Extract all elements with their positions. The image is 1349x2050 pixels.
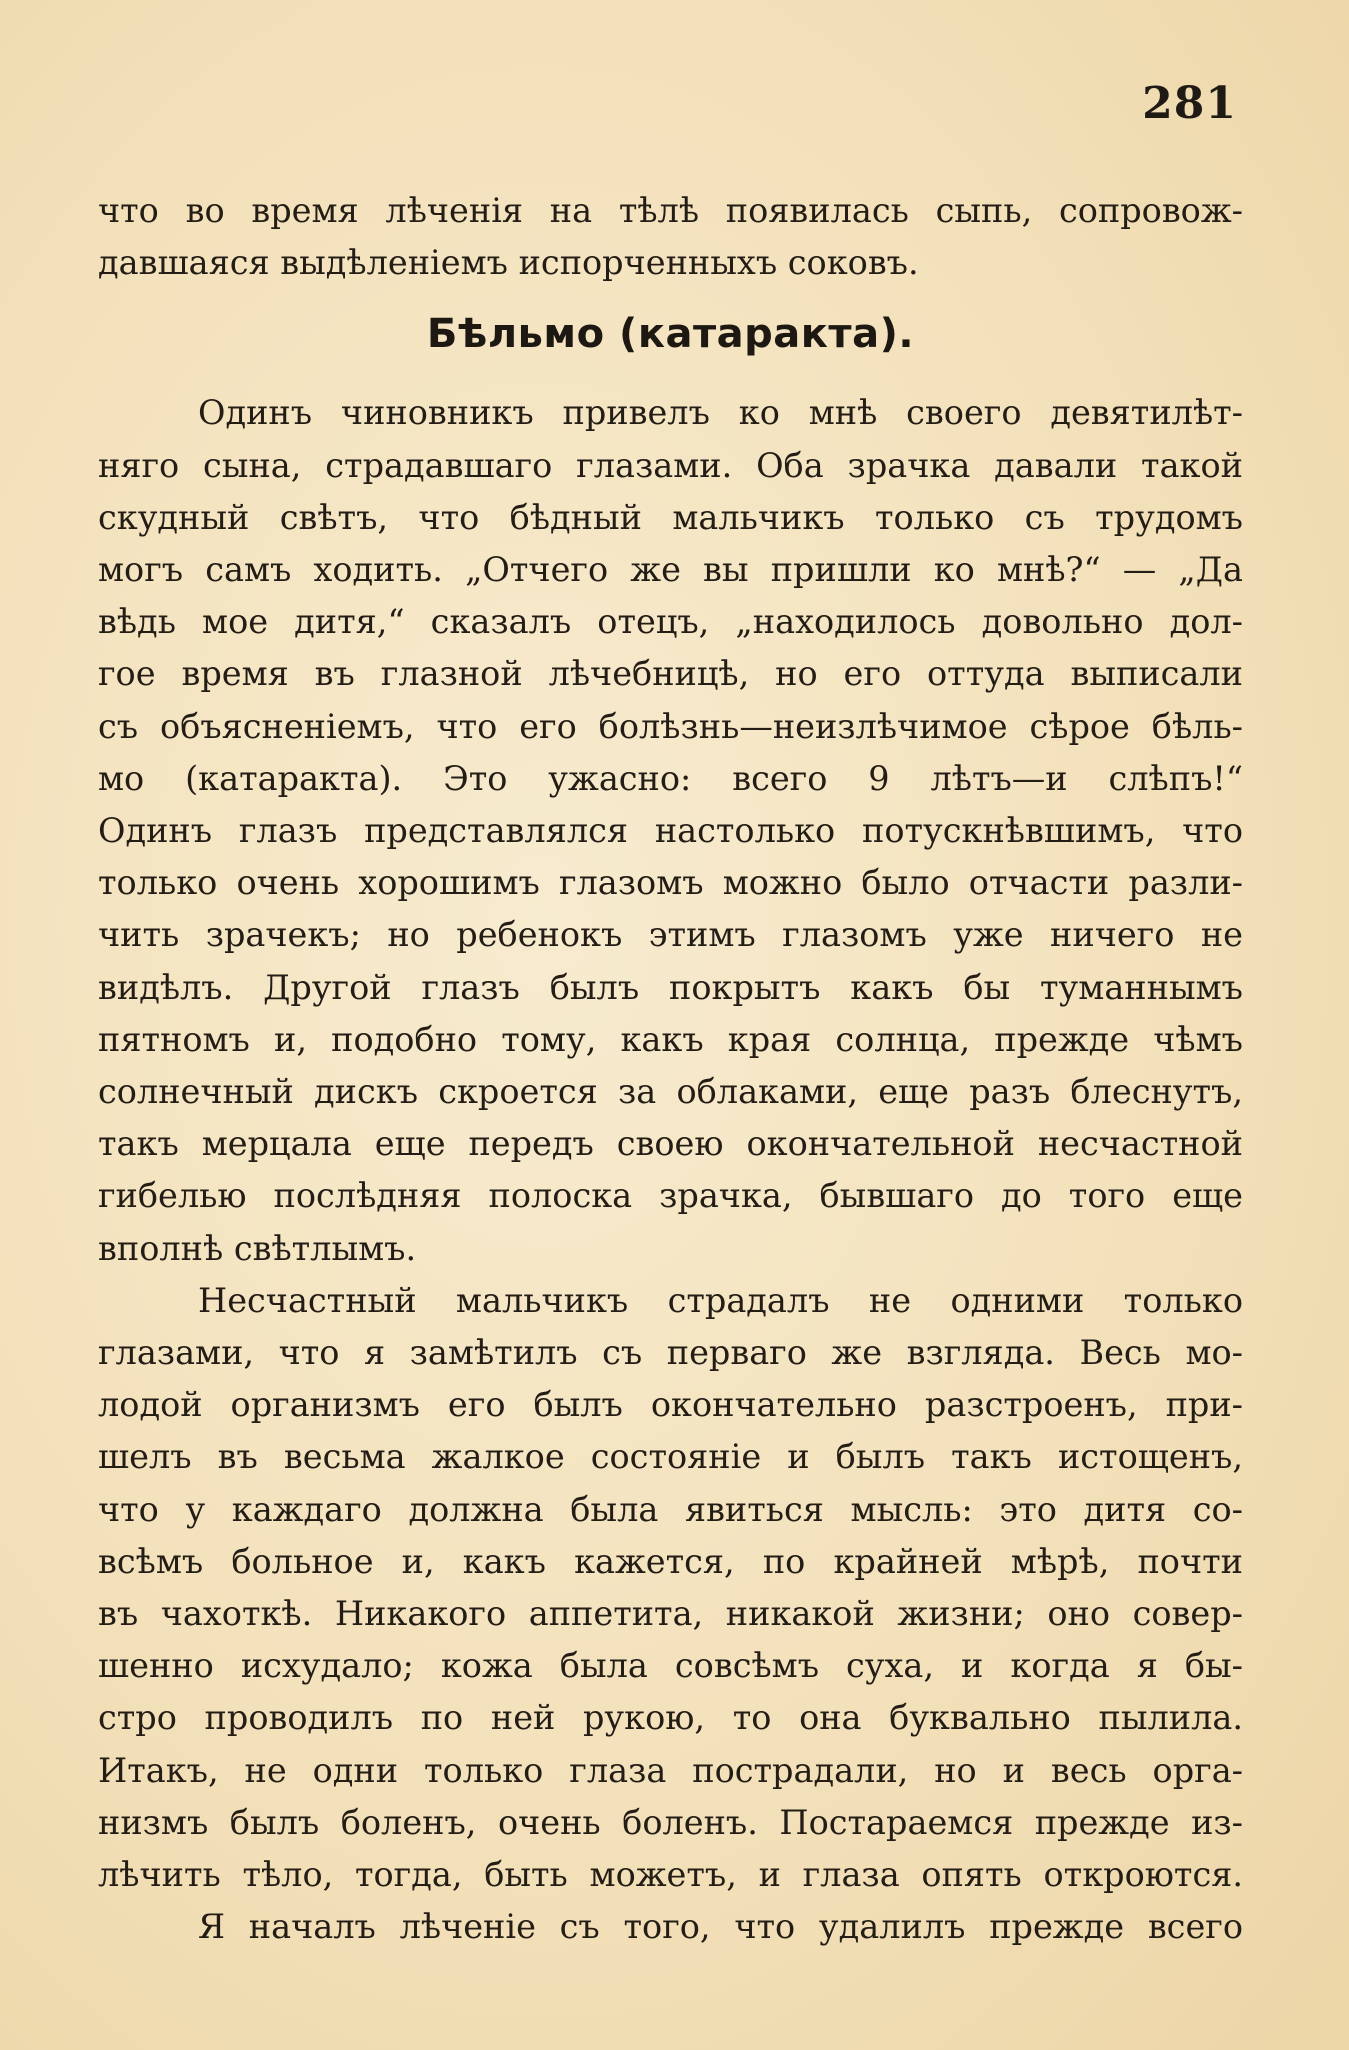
text-line: низмъ былъ боленъ, очень боленъ. Постараемся прежде из- (98, 1802, 1243, 1842)
text-line: вполнѣ свѣтлымъ. (98, 1228, 417, 1268)
text-line: могъ самъ ходить. „Отчего же вы пришли ко мнѣ?“ — „Да (98, 550, 1243, 590)
text-line: солнечный дискъ скроется за облаками, еще разъ блеснутъ, (98, 1072, 1243, 1112)
text-line: лодой организмъ его былъ окончательно разстроенъ, при- (98, 1385, 1243, 1425)
text-line: Несчастный мальчикъ страдалъ не одними только (198, 1280, 1243, 1320)
text-line: пятномъ и, подобно тому, какъ края солнца, прежде чѣмъ (98, 1019, 1243, 1059)
text-line: чить зрачекъ; но ребенокъ этимъ глазомъ уже ничего не (98, 915, 1243, 955)
section-heading: Бѣльмо (катаракта). (426, 311, 915, 358)
text-line: гое время въ глазной лѣчебницѣ, но его оттуда выписали (98, 654, 1243, 694)
text-line: глазами, что я замѣтилъ съ перваго же взгляда. Весь мо- (98, 1333, 1243, 1373)
text-line: стро проводилъ по ней рукою, то она буквально пылила. (98, 1698, 1243, 1738)
text-line: всѣмъ больное и, какъ кажется, по крайней мѣрѣ, почти (98, 1541, 1243, 1581)
paragraph-1 (98, 387, 1243, 1274)
text-line: давшаяся выдѣленіемъ испорченныхъ соковъ. (98, 243, 919, 283)
text-line: такъ мерцала еще передъ своею окончательной несчастной (98, 1124, 1243, 1164)
text-line: шенно исхудало; кожа была совсѣмъ суха, и когда я бы- (98, 1646, 1243, 1686)
text-line: шелъ въ весьма жалкое состояніе и былъ такъ истощенъ, (98, 1437, 1243, 1477)
text-line: Я началъ лѣченіе съ того, что удалилъ прежде всего (198, 1907, 1243, 1947)
page-content (98, 185, 1243, 1954)
text-line: видѣлъ. Другой глазъ былъ покрытъ какъ бы туманнымъ (98, 967, 1243, 1007)
text-line: гибелью послѣдняя полоска зрачка, бывшаго до того еще (98, 1176, 1243, 1216)
intro-text (98, 185, 1243, 289)
text-line: въ чахоткѣ. Никакого аппетита, никакой жизни; оно совер- (98, 1594, 1243, 1634)
text-line: Одинъ чиновникъ привелъ ко мнѣ своего девятилѣт- (198, 393, 1243, 433)
text-line: вѣдь мое дитя,“ сказалъ отецъ, „находилось довольно дол- (98, 602, 1243, 642)
text-line: скудный свѣтъ, что бѣдный мальчикъ только съ трудомъ (98, 497, 1243, 537)
text-line: мо (катаракта). Это ужасно: всего 9 лѣтъ—и слѣпъ!“ (98, 758, 1243, 798)
text-line: что во время лѣченія на тѣлѣ появилась сыпь, сопровож- (98, 191, 1243, 230)
paragraph-3 (98, 1901, 1243, 1953)
text-line: Итакъ, не одни только глаза пострадали, но и весь орга- (98, 1750, 1243, 1790)
page-number: 281 (1142, 78, 1237, 129)
text-line: что у каждаго должна была явиться мысль: это дитя со- (98, 1489, 1243, 1529)
text-line: съ объясненіемъ, что его болѣзнь—неизлѣчимое сѣрое бѣль- (98, 706, 1243, 746)
text-line: няго сына, страдавшаго глазами. Оба зрачка давали такой (98, 445, 1243, 485)
text-line: Одинъ глазъ представлялся настолько потускнѣвшимъ, что (98, 811, 1243, 851)
text-line: лѣчить тѣло, тогда, быть можетъ, и глаза опять откроются. (98, 1855, 1243, 1895)
paragraph-2 (98, 1275, 1243, 1901)
text-line: только очень хорошимъ глазомъ можно было отчасти разли- (98, 863, 1243, 903)
